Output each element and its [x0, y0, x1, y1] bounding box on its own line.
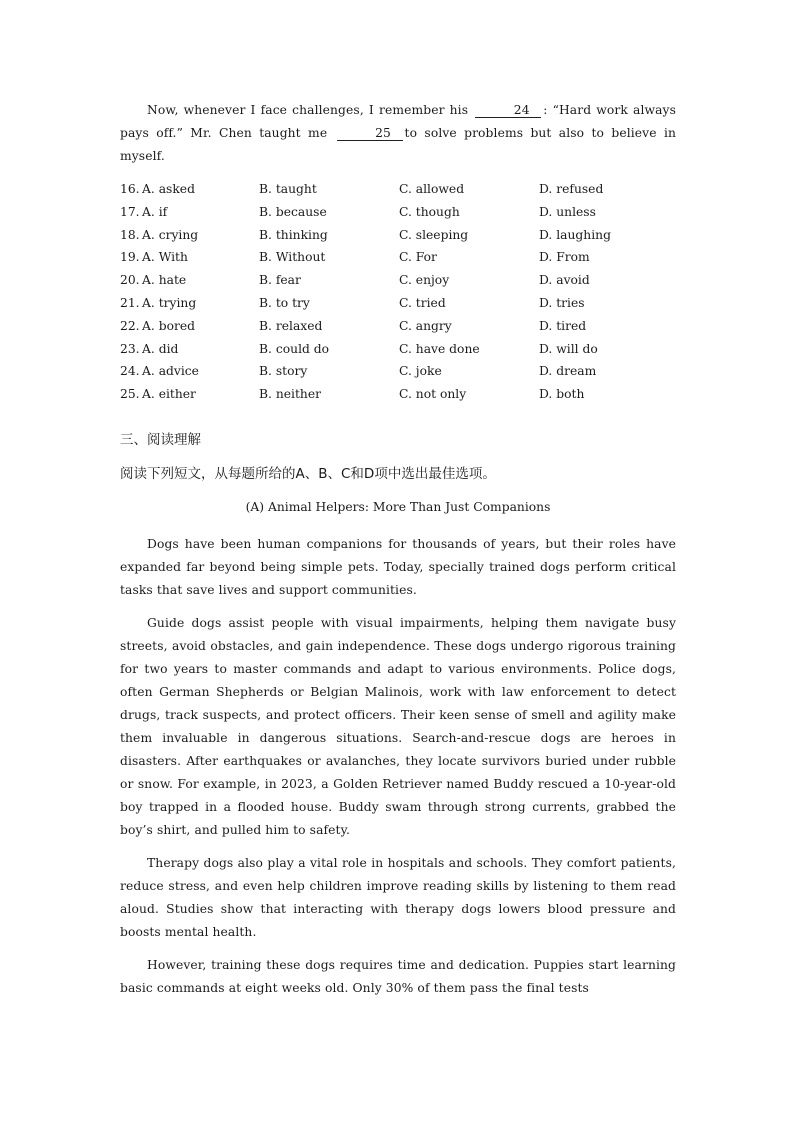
option-d: D. tired: [539, 318, 587, 333]
option-c: C. not only: [399, 387, 467, 402]
options-list: [120, 178, 676, 406]
option-d: D. dream: [539, 364, 597, 379]
blank-24: 24: [475, 103, 541, 118]
section-heading: 三、阅读理解: [120, 432, 201, 448]
option-d: D. will do: [539, 341, 598, 356]
option-d: D. refused: [539, 182, 604, 196]
option-b: B. thinking: [259, 227, 328, 242]
question-number: 17.: [120, 204, 140, 219]
section-instruction: 阅读下列短文，从每题所给的A、B、C和D项中选出最佳选项。: [120, 466, 496, 482]
question-row: [120, 201, 676, 224]
intro-text-2: : “Hard work always pays off.” Mr. Chen taught me: [120, 103, 677, 140]
question-number: 16.: [120, 182, 140, 196]
passage-body: [120, 533, 676, 1010]
option-d: D. unless: [539, 204, 596, 219]
passage-paragraph: Dogs have been human companions for thousands of years, but their roles have expanded far beyond being simple pets. Today, specially trained dogs perform critical tasks that save lives and support communities.: [120, 537, 676, 597]
question-row: [120, 269, 676, 292]
option-a: A. either: [142, 387, 196, 402]
option-b: B. Without: [259, 250, 326, 265]
option-c: C. sleeping: [399, 227, 469, 242]
passage-title: (A) Animal Helpers: More Than Just Companions: [245, 500, 551, 514]
question-row: [120, 360, 676, 383]
passage-paragraph: However, training these dogs requires time and dedication. Puppies start learning basic commands at eight weeks old. Only 30% of them pass the final tests: [120, 958, 676, 995]
question-row: [120, 383, 676, 406]
question-row: [120, 178, 676, 201]
option-d: D. From: [539, 250, 590, 265]
intro-text-1: Now, whenever I face challenges, I remember his: [147, 103, 474, 117]
option-a: A. asked: [142, 182, 195, 196]
question-number: 23.: [120, 341, 140, 356]
question-row: [120, 315, 676, 338]
option-b: B. neither: [259, 387, 322, 402]
intro-paragraph: [120, 99, 676, 168]
option-d: D. tries: [539, 295, 585, 310]
intro-text-3: to solve problems but also to believe in myself.: [120, 126, 676, 163]
option-c: C. joke: [399, 364, 442, 379]
option-a: A. crying: [142, 227, 199, 242]
question-number: 21.: [120, 295, 140, 310]
option-c: C. angry: [399, 318, 452, 333]
option-c: C. tried: [399, 295, 446, 310]
option-a: A. did: [142, 341, 179, 356]
option-a: A. trying: [142, 295, 197, 310]
option-b: B. to try: [259, 295, 310, 310]
option-a: A. if: [142, 204, 168, 219]
passage-paragraph: Guide dogs assist people with visual impairments, helping them navigate busy streets, avoid obstacles, and gain independence. These dogs undergo rigorous training for two years to master commands and adapt to various environments. Police dogs, often German Shepherds or Belgian Malinois, work with law enforcement to detect drugs, track suspects, and protect officers. Their keen sense of smell and agility make them invaluable in dangerous situations. Search-and-rescue dogs are heroes in disasters. After earthquakes or avalanches, they locate survivors buried under rubble or snow. For example, in 2023, a Golden Retriever named Buddy rescued a 10-year-old boy trapped in a flooded house. Buddy swam through strong currents, grabbed the boy’s shirt, and pulled him to safety.: [120, 616, 676, 837]
option-c: C. enjoy: [399, 273, 450, 288]
option-a: A. bored: [142, 318, 196, 333]
option-c: C. have done: [399, 341, 480, 356]
option-d: D. avoid: [539, 273, 590, 288]
question-row: [120, 246, 676, 269]
passage-paragraph: Therapy dogs also play a vital role in hospitals and schools. They comfort patients, reduce stress, and even help children improve reading skills by listening to them read aloud. Studies show that interacting with therapy dogs lowers blood pressure and boosts mental health.: [120, 856, 676, 939]
option-c: C. allowed: [399, 182, 465, 196]
question-number: 25.: [120, 387, 140, 402]
option-d: D. both: [539, 387, 585, 402]
question-number: 20.: [120, 273, 140, 288]
option-b: B. could do: [259, 341, 330, 356]
question-row: [120, 338, 676, 361]
option-b: B. taught: [259, 182, 317, 196]
question-number: 24.: [120, 364, 140, 379]
option-d: D. laughing: [539, 227, 611, 242]
question-row: [120, 224, 676, 247]
option-b: B. fear: [259, 273, 301, 288]
option-a: A. With: [142, 250, 188, 265]
blank-25: 25: [337, 126, 403, 141]
option-b: B. story: [259, 364, 308, 379]
option-b: B. relaxed: [259, 318, 323, 333]
question-number: 22.: [120, 318, 140, 333]
question-number: 19.: [120, 250, 140, 265]
option-c: C. For: [399, 250, 437, 265]
option-a: A. hate: [142, 273, 187, 288]
option-a: A. advice: [142, 364, 199, 379]
question-row: [120, 292, 676, 315]
option-c: C. though: [399, 204, 460, 219]
question-number: 18.: [120, 227, 140, 242]
option-b: B. because: [259, 204, 327, 219]
